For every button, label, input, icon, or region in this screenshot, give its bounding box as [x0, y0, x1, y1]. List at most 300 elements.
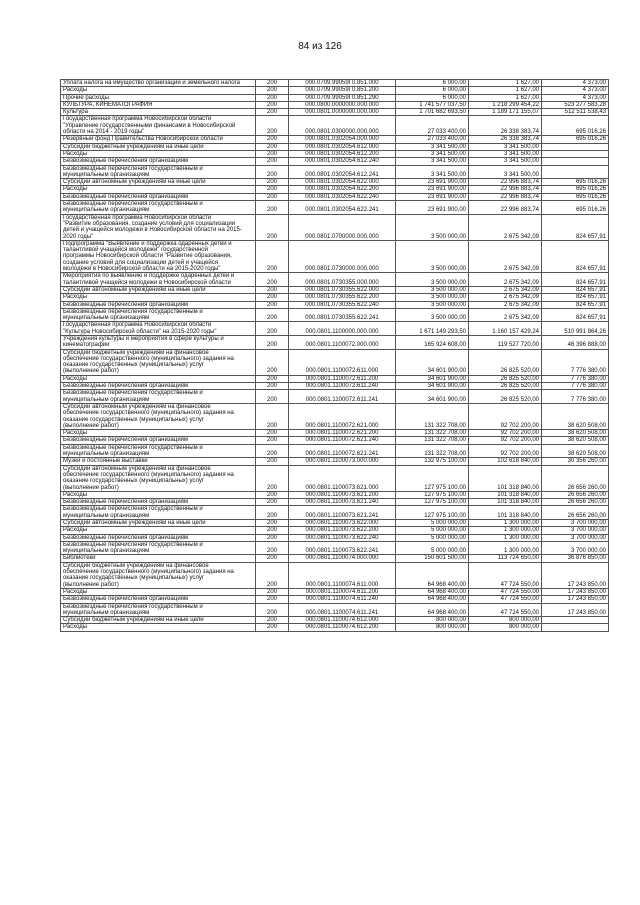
row-executed: 2 675 342,09: [469, 240, 542, 272]
table-row: [61, 116, 609, 136]
row-remaining: 17 243 850,00: [542, 603, 609, 617]
row-approved: 6 000,00: [396, 80, 469, 87]
row-approved: 23 691 900,00: [396, 179, 469, 186]
row-classification: 000.0801.1100073.622.200: [289, 527, 396, 534]
row-description: Безвозмездные перечисления государственным и муниципальным организациям: [61, 444, 256, 458]
row-remaining: [542, 143, 609, 150]
table-row: [61, 588, 609, 595]
row-classification: 000.0801.1100074.000.000: [289, 555, 396, 562]
row-description: Расходы: [61, 375, 256, 382]
row-classification: 000.0801.1100072.611.241: [289, 390, 396, 404]
row-code: 200: [256, 136, 289, 143]
row-remaining: 824 657,91: [542, 273, 609, 287]
row-remaining: [542, 158, 609, 165]
row-description: Библиотеки: [61, 555, 256, 562]
table-row: [61, 541, 609, 555]
row-classification: 000.0801.0302054.622.240: [289, 193, 396, 200]
row-executed: 3 341 500,00: [469, 150, 542, 157]
row-remaining: 695 016,26: [542, 179, 609, 186]
table-row: [61, 286, 609, 293]
row-remaining: 824 657,91: [542, 286, 609, 293]
row-executed: 2 675 342,09: [469, 308, 542, 322]
row-description: Субсидии автономным учреждениям на финансовое обеспечение государственного (муниципального) задания на оказание государственных (муниципальных) услуг (выполнение работ): [61, 403, 256, 429]
row-classification: 000.0801.1100072.611.200: [289, 375, 396, 382]
row-approved: 3 341 500,00: [396, 150, 469, 157]
row-approved: 3 341 500,00: [396, 165, 469, 179]
row-code: 200: [256, 534, 289, 541]
table-row: [61, 240, 609, 272]
row-executed: 1 300 000,00: [469, 527, 542, 534]
row-executed: 26 825 520,00: [469, 390, 542, 404]
row-executed: 1 189 171 155,07: [469, 109, 542, 116]
row-code: 200: [256, 596, 289, 603]
row-code: 200: [256, 150, 289, 157]
row-code: 200: [256, 491, 289, 498]
row-executed: 2 675 342,09: [469, 273, 542, 287]
table-row: [61, 527, 609, 534]
row-classification: 000.0801.1100074.611.240: [289, 596, 396, 603]
row-classification: 000.0801.0302054.622.241: [289, 201, 396, 215]
row-executed: 26 825 520,00: [469, 375, 542, 382]
row-code: 200: [256, 165, 289, 179]
row-approved: 131 322 708,00: [396, 403, 469, 429]
row-classification: 000.0801.1100072.621.000: [289, 403, 396, 429]
row-code: 200: [256, 617, 289, 624]
row-approved: 131 322 708,00: [396, 430, 469, 437]
row-approved: 5 000 000,00: [396, 527, 469, 534]
row-code: 200: [256, 308, 289, 322]
row-remaining: 36 876 850,00: [542, 555, 609, 562]
row-classification: 000.0801.1100074.611.000: [289, 562, 396, 588]
row-remaining: 695 016,26: [542, 116, 609, 136]
row-code: 200: [256, 240, 289, 272]
row-description: Расходы: [61, 87, 256, 94]
row-executed: 119 527 720,00: [469, 335, 542, 349]
row-approved: 131 322 708,00: [396, 437, 469, 444]
row-remaining: 38 620 508,00: [542, 444, 609, 458]
row-remaining: 38 620 508,00: [542, 430, 609, 437]
table-row: [61, 136, 609, 143]
row-description: Субсидии автономным учреждениям на финансовое обеспечение государственного (муниципального) задания на оказание государственных (муниципальных) услуг (выполнение работ): [61, 465, 256, 491]
row-approved: 127 975 100,00: [396, 465, 469, 491]
row-remaining: 4 373,00: [542, 94, 609, 101]
row-approved: 3 341 500,00: [396, 143, 469, 150]
table-row: [61, 390, 609, 404]
row-description: Прочие расходы: [61, 94, 256, 101]
row-classification: 000.0801.0302054.000.000: [289, 136, 396, 143]
row-code: 200: [256, 80, 289, 87]
row-executed: 92 702 200,00: [469, 403, 542, 429]
table-row: [61, 491, 609, 498]
row-description: Безвозмездные перечисления организациям: [61, 534, 256, 541]
table-row: [61, 214, 609, 240]
row-remaining: 695 016,26: [542, 186, 609, 193]
row-approved: 1 671 149 293,50: [396, 322, 469, 336]
table-row: [61, 335, 609, 349]
row-code: 200: [256, 465, 289, 491]
row-classification: 000.0709.99059Г0.851.000: [289, 80, 396, 87]
row-executed: 26 825 520,00: [469, 349, 542, 375]
row-approved: 3 500 000,00: [396, 286, 469, 293]
row-classification: 000.0801.1100073.622.241: [289, 541, 396, 555]
row-executed: 2 675 342,09: [469, 294, 542, 301]
row-executed: 47 724 550,00: [469, 562, 542, 588]
row-classification: 000.0801.0302054.622.000: [289, 179, 396, 186]
row-executed: 3 341 500,00: [469, 158, 542, 165]
table-row: [61, 301, 609, 308]
row-classification: 000.0801.1100072.611.240: [289, 383, 396, 390]
row-description: Безвозмездные перечисления организациям: [61, 383, 256, 390]
row-approved: 127 975 100,00: [396, 491, 469, 498]
row-description: Субсидии бюджетным учреждениям на иные цели: [61, 617, 256, 624]
row-code: 200: [256, 430, 289, 437]
row-description: Безвозмездные перечисления организациям: [61, 437, 256, 444]
row-approved: 5 000 000,00: [396, 534, 469, 541]
table-row: [61, 150, 609, 157]
row-classification: 000.0801.1100074.612.200: [289, 624, 396, 631]
row-classification: 000.0801.0730355.000.000: [289, 273, 396, 287]
row-classification: 000.0801.0302054.612.241: [289, 165, 396, 179]
row-code: 200: [256, 294, 289, 301]
row-code: 200: [256, 506, 289, 520]
row-code: 200: [256, 588, 289, 595]
table-row: [61, 437, 609, 444]
row-classification: 000.0801.0300000.000.000: [289, 116, 396, 136]
row-classification: 000.0801.1100072.621.240: [289, 437, 396, 444]
row-approved: 127 975 100,00: [396, 506, 469, 520]
row-approved: 64 968 400,00: [396, 562, 469, 588]
budget-table: [60, 79, 609, 632]
row-code: 200: [256, 301, 289, 308]
row-code: 200: [256, 193, 289, 200]
row-approved: 3 341 500,00: [396, 158, 469, 165]
table-row: [61, 499, 609, 506]
row-remaining: 46 396 888,00: [542, 335, 609, 349]
row-code: 200: [256, 390, 289, 404]
row-classification: 000.0801.1100073.621.000: [289, 465, 396, 491]
row-remaining: 7 776 380,00: [542, 349, 609, 375]
row-remaining: 3 700 000,00: [542, 534, 609, 541]
row-remaining: 3 700 000,00: [542, 520, 609, 527]
row-remaining: 4 373,00: [542, 80, 609, 87]
table-row: [61, 596, 609, 603]
row-executed: 47 724 550,00: [469, 588, 542, 595]
row-code: 200: [256, 375, 289, 382]
row-code: 200: [256, 527, 289, 534]
row-executed: 22 996 883,74: [469, 201, 542, 215]
row-description: Субсидии бюджетным учреждениям на финансовое обеспечение государственного (муниципального) задания на оказание государственных (муниципальных) услуг (выполнение работ): [61, 349, 256, 375]
row-classification: 000.0801.0302054.612.240: [289, 158, 396, 165]
row-executed: 1 627,00: [469, 87, 542, 94]
row-executed: 1 300 000,00: [469, 534, 542, 541]
row-code: 200: [256, 603, 289, 617]
row-executed: 2 675 342,09: [469, 214, 542, 240]
row-classification: 000.0801.0730355.622.241: [289, 308, 396, 322]
row-description: Безвозмездные перечисления государственным и муниципальным организациям: [61, 541, 256, 555]
row-approved: 3 500 000,00: [396, 240, 469, 272]
row-description: Субсидии бюджетным учреждениям на иные цели: [61, 143, 256, 150]
row-remaining: 7 776 380,00: [542, 390, 609, 404]
row-executed: 47 724 550,00: [469, 603, 542, 617]
table-row: [61, 624, 609, 631]
row-executed: 101 318 840,00: [469, 499, 542, 506]
table-row: [61, 458, 609, 465]
row-executed: 1 627,00: [469, 80, 542, 87]
row-description: Расходы: [61, 624, 256, 631]
row-approved: 5 000 000,00: [396, 541, 469, 555]
row-code: 200: [256, 555, 289, 562]
row-approved: 5 000 000,00: [396, 520, 469, 527]
row-remaining: [542, 624, 609, 631]
row-executed: 3 341 500,00: [469, 143, 542, 150]
row-executed: 2 675 342,09: [469, 301, 542, 308]
row-classification: 000.0801.1100072.621.200: [289, 430, 396, 437]
table-row: [61, 562, 609, 588]
row-approved: 27 033 400,00: [396, 136, 469, 143]
row-executed: 22 996 883,74: [469, 186, 542, 193]
row-executed: 1 300 000,00: [469, 541, 542, 555]
row-code: 200: [256, 116, 289, 136]
row-approved: 34 601 900,00: [396, 349, 469, 375]
row-remaining: 26 656 260,00: [542, 506, 609, 520]
row-code: 200: [256, 101, 289, 108]
row-classification: 000.0801.1100072.621.241: [289, 444, 396, 458]
row-remaining: 824 657,91: [542, 301, 609, 308]
row-description: Безвозмездные перечисления организациям: [61, 158, 256, 165]
row-code: 200: [256, 541, 289, 555]
row-approved: 34 601 900,00: [396, 383, 469, 390]
row-remaining: 3 700 000,00: [542, 541, 609, 555]
row-classification: 000.0801.0700000.000.000: [289, 214, 396, 240]
table-row: [61, 383, 609, 390]
row-classification: 000.0801.0730000.000.000: [289, 240, 396, 272]
row-executed: 1 300 000,00: [469, 520, 542, 527]
row-description: Расходы: [61, 588, 256, 595]
row-approved: 23 691 900,00: [396, 186, 469, 193]
table-row: [61, 555, 609, 562]
row-executed: 92 702 200,00: [469, 444, 542, 458]
table-row: [61, 80, 609, 87]
table-row: [61, 94, 609, 101]
row-executed: 26 338 383,74: [469, 136, 542, 143]
table-row: [61, 87, 609, 94]
row-code: 200: [256, 520, 289, 527]
row-remaining: 510 991 864,26: [542, 322, 609, 336]
row-description: Культура: [61, 109, 256, 116]
row-approved: 34 601 900,00: [396, 375, 469, 382]
row-remaining: 824 657,91: [542, 308, 609, 322]
table-row: [61, 143, 609, 150]
row-classification: 000.0800.0000000.000.000: [289, 101, 396, 108]
table-row: [61, 375, 609, 382]
row-description: Расходы: [61, 294, 256, 301]
table-row: [61, 534, 609, 541]
row-description: Безвозмездные перечисления государственным и муниципальным организациям: [61, 165, 256, 179]
row-code: 200: [256, 335, 289, 349]
row-approved: 3 500 000,00: [396, 214, 469, 240]
row-code: 200: [256, 437, 289, 444]
row-classification: 000.0801.1100073.621.241: [289, 506, 396, 520]
row-remaining: 26 656 260,00: [542, 465, 609, 491]
row-description: Субсидии бюджетным учреждениям на финансовое обеспечение государственного (муниципального) задания на оказание государственных (муниципальных) услуг (выполнение работ): [61, 562, 256, 588]
row-classification: 000.0801.1100073.621.240: [289, 499, 396, 506]
table-row: [61, 158, 609, 165]
row-classification: 000.0709.99059Г0.851.290: [289, 94, 396, 101]
table-row: [61, 165, 609, 179]
table-row: [61, 193, 609, 200]
row-executed: 3 341 500,00: [469, 165, 542, 179]
row-description: Резервный фонд Правительства Новосибирской области: [61, 136, 256, 143]
row-classification: 000.0801.1100072.611.000: [289, 349, 396, 375]
row-classification: 000.0801.0730355.622.240: [289, 301, 396, 308]
row-code: 200: [256, 201, 289, 215]
row-description: Государственная программа Новосибирской области "Развитие образования, создание условий для социализации детей и учащейся молодежи в Новосибирской области на 2015- 2020 годы": [61, 214, 256, 240]
row-classification: 000.0801.0730355.622.000: [289, 286, 396, 293]
row-description: Государственная программа Новосибирской области "Управление государственными финансами в Новосибирской области на 2014 - 2019 годы": [61, 116, 256, 136]
row-approved: 23 691 900,00: [396, 201, 469, 215]
table-row: [61, 465, 609, 491]
row-code: 200: [256, 109, 289, 116]
budget-table-body: [61, 80, 609, 632]
row-executed: 1 627,00: [469, 94, 542, 101]
table-row: [61, 403, 609, 429]
row-remaining: 824 657,91: [542, 240, 609, 272]
row-code: 200: [256, 383, 289, 390]
row-executed: 113 724 650,00: [469, 555, 542, 562]
row-approved: 64 968 400,00: [396, 588, 469, 595]
row-description: Безвозмездные перечисления организациям: [61, 596, 256, 603]
row-classification: 000.0801.1100073.000.000: [289, 458, 396, 465]
row-code: 200: [256, 87, 289, 94]
row-approved: 150 601 500,00: [396, 555, 469, 562]
row-classification: 000.0801.0302054.612.000: [289, 143, 396, 150]
row-code: 200: [256, 624, 289, 631]
row-code: 200: [256, 186, 289, 193]
row-description: Безвозмездные перечисления государственным и муниципальным организациям: [61, 201, 256, 215]
row-code: 200: [256, 403, 289, 429]
row-executed: 1 160 157 429,24: [469, 322, 542, 336]
row-classification: 000.0801.0302054.622.200: [289, 186, 396, 193]
row-classification: 000.0801.0000000.000.000: [289, 109, 396, 116]
row-executed: 47 724 550,00: [469, 596, 542, 603]
row-approved: 23 691 900,00: [396, 193, 469, 200]
row-executed: 800 000,00: [469, 624, 542, 631]
row-code: 200: [256, 273, 289, 287]
row-approved: 127 975 100,00: [396, 499, 469, 506]
row-remaining: [542, 150, 609, 157]
row-code: 200: [256, 214, 289, 240]
row-code: 200: [256, 286, 289, 293]
row-description: Безвозмездные перечисления государственным и муниципальным организациям: [61, 506, 256, 520]
row-executed: 26 338 383,74: [469, 116, 542, 136]
row-code: 200: [256, 143, 289, 150]
row-executed: 22 996 883,74: [469, 193, 542, 200]
table-row: [61, 603, 609, 617]
table-row: [61, 444, 609, 458]
row-executed: 22 996 883,74: [469, 179, 542, 186]
row-description: Государственная программа Новосибирской области "Культура Новосибирской области" на 2015-2020 годы": [61, 322, 256, 336]
row-description: Безвозмездные перечисления государственным и муниципальным организациям: [61, 390, 256, 404]
row-approved: 6 000,00: [396, 87, 469, 94]
row-remaining: 7 776 380,00: [542, 375, 609, 382]
row-approved: 132 975 100,00: [396, 458, 469, 465]
table-row: [61, 273, 609, 287]
row-remaining: 695 016,26: [542, 201, 609, 215]
row-remaining: 17 243 850,00: [542, 588, 609, 595]
row-approved: 3 500 000,00: [396, 294, 469, 301]
row-approved: 3 500 000,00: [396, 301, 469, 308]
row-code: 200: [256, 322, 289, 336]
row-approved: 3 500 000,00: [396, 308, 469, 322]
row-classification: 000.0801.1100074.612.000: [289, 617, 396, 624]
row-code: 200: [256, 562, 289, 588]
row-approved: 1 741 577 037,50: [396, 101, 469, 108]
table-row: [61, 506, 609, 520]
row-description: Субсидии автономным учреждениям на иные цели: [61, 520, 256, 527]
table-row: [61, 186, 609, 193]
table-row: [61, 322, 609, 336]
row-approved: 64 968 400,00: [396, 603, 469, 617]
row-remaining: [542, 165, 609, 179]
table-row: [61, 349, 609, 375]
row-description: Расходы: [61, 150, 256, 157]
row-description: Расходы: [61, 527, 256, 534]
row-remaining: 824 657,91: [542, 294, 609, 301]
row-classification: 000.0801.0302054.612.200: [289, 150, 396, 157]
row-remaining: 30 356 260,00: [542, 458, 609, 465]
row-code: 200: [256, 444, 289, 458]
row-executed: 1 218 299 454,22: [469, 101, 542, 108]
table-row: [61, 617, 609, 624]
row-code: 200: [256, 458, 289, 465]
row-executed: 2 675 342,09: [469, 286, 542, 293]
row-description: Безвозмездные перечисления организациям: [61, 301, 256, 308]
row-classification: 000.0801.1100073.622.240: [289, 534, 396, 541]
row-description: Музеи и постоянные выставки: [61, 458, 256, 465]
row-description: Субсидии автономным учреждениям на иные цели: [61, 286, 256, 293]
table-row: [61, 101, 609, 108]
table-row: [61, 308, 609, 322]
row-description: Субсидии автономным учреждениям на иные цели: [61, 179, 256, 186]
row-executed: 101 318 840,00: [469, 465, 542, 491]
row-classification: 000.0709.99059Г0.851.200: [289, 87, 396, 94]
row-executed: 92 702 200,00: [469, 430, 542, 437]
row-description: Подпрограмма "Выявление и поддержка одаренных детей и талантливой учащейся молодежи" государственной программы Новосибирской области "Развитие образования, создание условий для социализации детей и учащейся молодежи в Новосибирской области на 2015-2020 годы": [61, 240, 256, 272]
row-classification: 000.0801.1100074.611.241: [289, 603, 396, 617]
row-code: 200: [256, 179, 289, 186]
table-row: [61, 520, 609, 527]
row-description: Безвозмездные перечисления государственным и муниципальным организациям: [61, 603, 256, 617]
row-classification: 000.0801.1100074.611.200: [289, 588, 396, 595]
row-classification: 000.0801.1100073.622.000: [289, 520, 396, 527]
row-executed: 26 825 520,00: [469, 383, 542, 390]
row-remaining: 7 776 380,00: [542, 383, 609, 390]
table-row: [61, 294, 609, 301]
row-approved: 6 000,00: [396, 94, 469, 101]
row-executed: 102 618 840,00: [469, 458, 542, 465]
row-remaining: 38 620 508,00: [542, 437, 609, 444]
row-description: КУЛЬТУРА, КИНЕМАТОГРАФИЯ: [61, 101, 256, 108]
row-executed: 101 318 840,00: [469, 506, 542, 520]
row-remaining: 38 620 508,00: [542, 403, 609, 429]
row-approved: 1 701 682 693,50: [396, 109, 469, 116]
row-executed: 101 318 840,00: [469, 491, 542, 498]
row-description: Мероприятия по выявлению и поддержке одаренных детей и талантливой учащейся молодежи в Новосибирской области: [61, 273, 256, 287]
table-row: [61, 201, 609, 215]
table-row: [61, 179, 609, 186]
page-number: 84 из 126: [298, 41, 342, 52]
row-description: Расходы: [61, 491, 256, 498]
